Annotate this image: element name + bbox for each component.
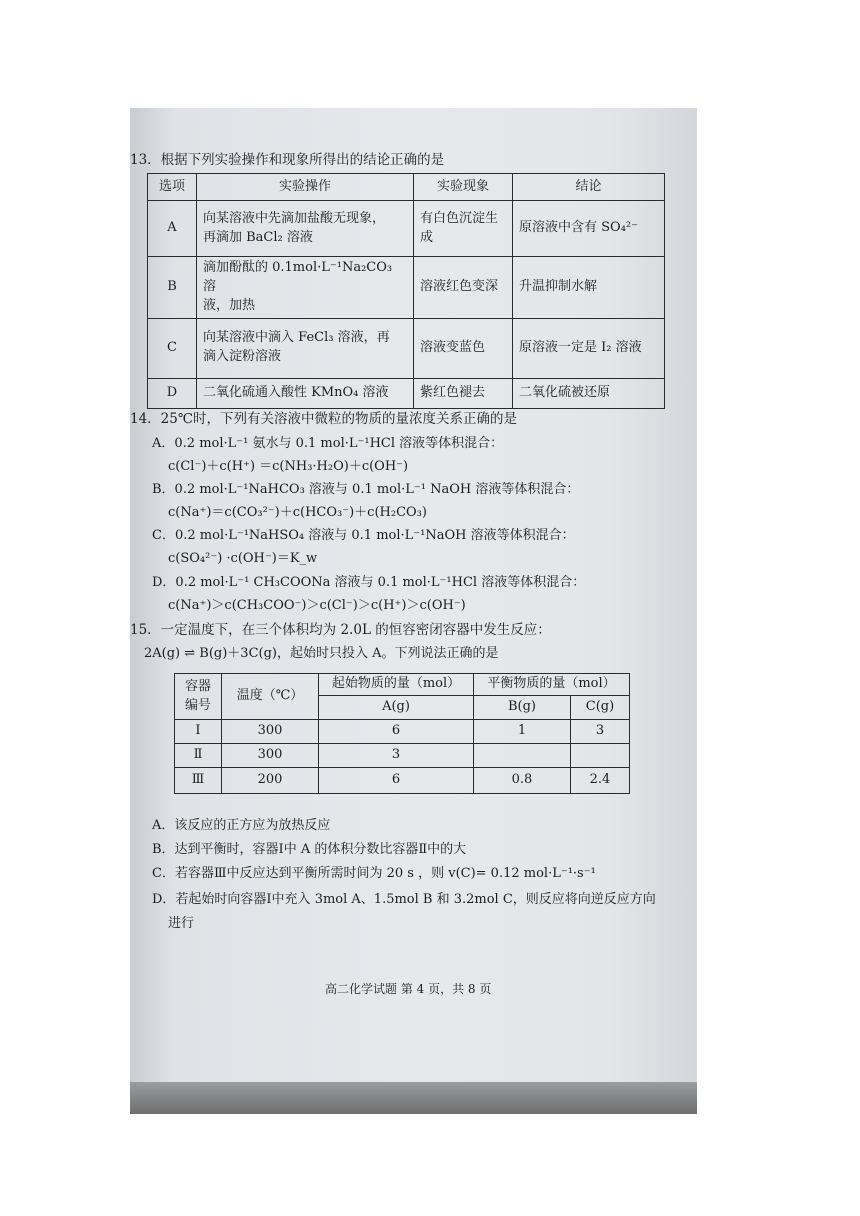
header-equilibrium-amount: 平衡物质的量（mol） xyxy=(474,674,630,696)
operation-cell xyxy=(197,201,414,257)
header-container-line-1: 容器 xyxy=(184,678,211,694)
container-id: Ⅱ xyxy=(175,744,222,768)
option-a: A xyxy=(148,201,197,257)
header-a: A(g) xyxy=(319,696,474,720)
initial-a-value: 6 xyxy=(319,720,474,744)
q14-option-c-line-1: C．0.2 mol·L⁻¹NaHSO₄ 溶液与 0.1 mol·L⁻¹NaOH 溶液等体积混合： xyxy=(152,528,575,543)
header-b: B(g) xyxy=(474,696,571,720)
q15-title: 15．一定温度下，在三个体积均为 2.0L 的恒容密闭容器中发生反应： xyxy=(130,622,551,638)
table-row xyxy=(148,201,665,257)
equilibrium-c-value xyxy=(571,744,630,768)
q15-option-b: B．达到平衡时，容器Ⅰ中 A 的体积分数比容器Ⅱ中的大 xyxy=(152,842,467,857)
operation-cell xyxy=(197,257,414,319)
initial-a-value: 6 xyxy=(319,768,474,794)
operation-line-2: 滴入淀粉溶液 xyxy=(203,349,282,365)
table-row xyxy=(175,744,630,768)
operation-line-2: 液，加热 xyxy=(203,297,256,313)
equilibrium-b-value: 1 xyxy=(474,720,571,744)
q15-option-d-line-1: D．若起始时向容器Ⅰ中充入 3mol A、1.5mol B 和 3.2mol C，则反应将向逆反应方向 xyxy=(152,892,656,907)
q15-option-d-line-2: 进行 xyxy=(168,916,195,931)
q14-option-d-line-1: D．0.2 mol·L⁻¹ CH₃COONa 溶液与 0.1 mol·L⁻¹HCl 溶液等体积混合： xyxy=(152,575,586,590)
phenomenon-line-1: 有白色沉淀生 xyxy=(420,210,499,226)
conclusion-cell: 原溶液中含有 SO₄²⁻ xyxy=(513,201,665,257)
phenomenon-cell xyxy=(414,201,513,257)
q14-option-b-line-2: c(Na⁺)＝c(CO₃²⁻)＋c(HCO₃⁻)＋c(H₂CO₃) xyxy=(168,505,427,520)
photo-bottom-shadow xyxy=(130,1082,697,1114)
q15-option-c: C．若容器Ⅲ中反应达到平衡所需时间为 20 s ，则 v(C)= 0.12 mol·L⁻¹·s⁻¹ xyxy=(152,866,596,881)
table-row xyxy=(148,378,665,408)
header-c: C(g) xyxy=(571,696,630,720)
phenomenon-cell: 紫红色褪去 xyxy=(414,378,513,408)
operation-cell: 二氧化硫通入酸性 KMnO₄ 溶液 xyxy=(197,378,414,408)
operation-line-1: 向某溶液中滴入 FeCl₃ 溶液，再 xyxy=(203,330,390,346)
header-operation: 实验操作 xyxy=(197,174,414,201)
phenomenon-cell: 溶液变蓝色 xyxy=(414,318,513,378)
conclusion-cell: 原溶液一定是 I₂ 溶液 xyxy=(513,318,665,378)
equilibrium-b-value xyxy=(474,744,571,768)
q15-equation: 2A(g) ⇌ B(g)＋3C(g)，起始时只投入 A。下列说法正确的是 xyxy=(144,646,499,661)
q14-title: 14．25℃时，下列有关溶液中微粒的物质的量浓度关系正确的是 xyxy=(130,411,517,427)
phenomenon-cell: 溶液红色变深 xyxy=(414,257,513,319)
header-container xyxy=(175,674,222,720)
q14-option-b-line-1: B．0.2 mol·L⁻¹NaHCO₃ 溶液与 0.1 mol·L⁻¹ NaOH 溶液等体积混合： xyxy=(152,482,580,497)
operation-line-2: 再滴加 BaCl₂ 溶液 xyxy=(203,229,313,245)
operation-line-1: 向某溶液中先滴加盐酸无现象， xyxy=(203,210,386,226)
temperature-value: 300 xyxy=(222,720,319,744)
option-c: C xyxy=(148,318,197,378)
option-b: B xyxy=(148,257,197,319)
operation-cell xyxy=(197,318,414,378)
option-d: D xyxy=(148,378,197,408)
container-id: Ⅲ xyxy=(175,768,222,794)
conclusion-cell: 升温抑制水解 xyxy=(513,257,665,319)
q14-option-a-line-2: c(Cl⁻)＋c(H⁺) ＝c(NH₃·H₂O)＋c(OH⁻) xyxy=(168,459,409,474)
q13-title: 13．根据下列实验操作和现象所得出的结论正确的是 xyxy=(130,152,445,168)
table-row xyxy=(175,720,630,744)
equilibrium-c-value: 3 xyxy=(571,720,630,744)
table-row xyxy=(175,768,630,794)
q15-table xyxy=(174,673,630,794)
operation-line-1: 滴加酚酞的 0.1mol·L⁻¹Na₂CO₃ 溶 xyxy=(203,260,393,294)
conclusion-cell: 二氧化硫被还原 xyxy=(513,378,665,408)
container-id: Ⅰ xyxy=(175,720,222,744)
q14-option-d-line-2: c(Na⁺)＞c(CH₃COO⁻)＞c(Cl⁻)＞c(H⁺)＞c(OH⁻) xyxy=(168,598,466,613)
table-row xyxy=(148,257,665,319)
q14-option-a-line-1: A．0.2 mol·L⁻¹ 氨水与 0.1 mol·L⁻¹HCl 溶液等体积混合： xyxy=(152,436,504,451)
header-option: 选项 xyxy=(148,174,197,201)
table-row xyxy=(148,318,665,378)
temperature-value: 200 xyxy=(222,768,319,794)
header-initial-amount: 起始物质的量（mol） xyxy=(319,674,474,696)
equilibrium-c-value: 2.4 xyxy=(571,768,630,794)
q14-option-c-line-2: c(SO₄²⁻) ·c(OH⁻)＝K_w xyxy=(168,551,318,566)
initial-a-value: 3 xyxy=(319,744,474,768)
header-conclusion: 结论 xyxy=(513,174,665,201)
page-footer: 高二化学试题 第 4 页，共 8 页 xyxy=(325,982,492,996)
header-container-line-2: 编号 xyxy=(184,697,211,713)
temperature-value: 300 xyxy=(222,744,319,768)
header-temperature: 温度（℃） xyxy=(222,674,319,720)
q15-option-a: A．该反应的正方应为放热反应 xyxy=(152,818,331,833)
q13-table xyxy=(147,173,665,409)
equilibrium-b-value: 0.8 xyxy=(474,768,571,794)
phenomenon-line-2: 成 xyxy=(420,229,434,245)
header-phenomenon: 实验现象 xyxy=(414,174,513,201)
document-photo xyxy=(130,108,697,1114)
